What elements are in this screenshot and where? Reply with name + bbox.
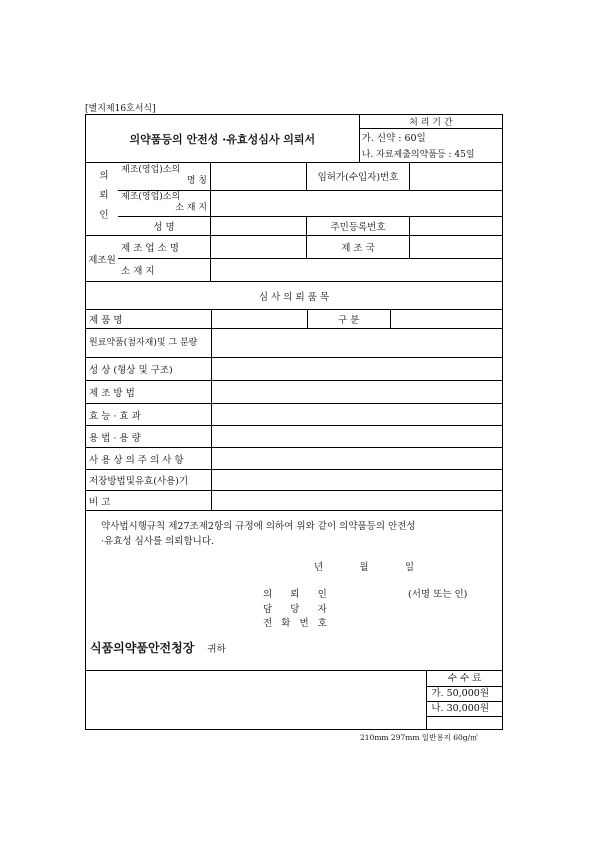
category-field[interactable] xyxy=(390,310,502,328)
manufacturer-rows xyxy=(118,236,502,281)
form-title: 의약품등의 안전성 ·유효성심사 의뢰서 xyxy=(129,132,316,146)
appearance-field[interactable] xyxy=(211,358,502,380)
declaration-block xyxy=(86,510,502,670)
manufacturer-address-label: 소 재 지 xyxy=(121,266,155,278)
company-name-row xyxy=(118,163,502,190)
title-cell xyxy=(86,115,359,162)
company-address-field[interactable] xyxy=(210,191,502,217)
field-row-remarks xyxy=(86,490,502,510)
manufacturer-name-label: 제 조 업 소 명 xyxy=(121,243,179,255)
field-row-dosage xyxy=(86,425,502,447)
name-label: 성 명 xyxy=(153,222,175,234)
manufacturer-group-label: 제조원 xyxy=(88,254,116,266)
manufacturing-method-field[interactable] xyxy=(211,381,502,403)
field-row-appearance xyxy=(86,357,502,380)
efficacy-label: 효 능 · 효 과 xyxy=(89,410,141,422)
name-field[interactable] xyxy=(210,217,306,235)
company-name-label-2: 명 칭 xyxy=(186,176,207,187)
form-number-label: [별지제16호서식] xyxy=(85,104,156,114)
requester-group-label xyxy=(86,163,118,235)
company-address-label-1: 제조(영업)소의 xyxy=(121,192,181,203)
fee-blank xyxy=(427,717,502,729)
processing-header: 처 리 기 간 xyxy=(360,115,502,129)
addressee: 식품의약품안전청장 xyxy=(90,641,195,655)
sign-or-seal-note: (서명 또는 인) xyxy=(408,589,468,600)
category-label: 구 분 xyxy=(307,310,390,328)
requester-block xyxy=(86,162,502,235)
field-row-precautions xyxy=(86,447,502,469)
requester-rows xyxy=(118,163,502,235)
company-name-label-1: 제조(영업)소의 xyxy=(121,165,181,176)
company-address-row xyxy=(118,190,502,217)
honorific: 귀하 xyxy=(207,644,226,655)
field-row-method xyxy=(86,380,502,403)
product-name-label: 제 품 명 xyxy=(89,315,123,326)
fee-table xyxy=(426,671,502,729)
manufacturer-address-field[interactable] xyxy=(210,259,502,281)
ingredients-field[interactable] xyxy=(211,329,502,357)
product-name-row xyxy=(86,309,502,328)
product-name-field[interactable] xyxy=(211,310,307,328)
date-line: 년 월 일 xyxy=(314,562,415,573)
license-number-field[interactable] xyxy=(409,163,502,190)
fee-header: 수 수 료 xyxy=(427,671,502,687)
dosage-field[interactable] xyxy=(211,426,502,447)
remarks-field[interactable] xyxy=(211,491,502,510)
declaration-line-1: 약사법시행규칙 제27조제2항의 규정에 의하여 위와 같이 의약품등의 안전성 xyxy=(101,521,416,532)
requester-sign-label: 의 뢰 인 xyxy=(263,589,327,600)
storage-field[interactable] xyxy=(211,470,502,490)
items-header: 심 사 의 뢰 품 목 xyxy=(258,291,330,303)
fee-item-a: 가. 50,000원 xyxy=(427,687,502,702)
processing-period xyxy=(359,115,502,162)
appearance-label: 성 상 (형상 및 구조) xyxy=(89,365,173,376)
title-row xyxy=(86,115,502,162)
company-name-label xyxy=(118,163,210,190)
phone-number-label: 전 화 번 호 xyxy=(263,618,327,629)
remarks-label: 비 고 xyxy=(89,496,111,508)
ingredients-label: 원료약품(첨자재)및 그 분량 xyxy=(89,337,198,348)
precautions-label: 사 용 상 의 주 의 사 항 xyxy=(89,454,184,466)
storage-label: 저장방법및유효(사용)기 xyxy=(89,476,189,487)
contact-person-label: 담 당 자 xyxy=(263,604,327,615)
requester-label-text: 의뢰인 xyxy=(97,169,108,229)
resident-id-field[interactable] xyxy=(409,217,502,235)
efficacy-field[interactable] xyxy=(211,404,502,425)
fee-block xyxy=(86,670,502,729)
application-form xyxy=(85,114,503,730)
fee-blank-area xyxy=(86,671,426,729)
country-field[interactable] xyxy=(409,236,502,258)
manufacturer-block xyxy=(86,235,502,281)
dosage-label: 용 법 · 용 량 xyxy=(89,432,141,444)
license-number-label: 임허가(수입자)번호 xyxy=(306,163,409,190)
processing-item-b: 나. 자료제출의약품등 : 45일 xyxy=(361,149,475,160)
company-address-label-2: 소 재 지 xyxy=(175,203,207,214)
manufacturer-name-field[interactable] xyxy=(210,236,306,258)
precautions-field[interactable] xyxy=(211,448,502,469)
fee-item-b: 나. 30,000원 xyxy=(427,702,502,717)
items-header-row xyxy=(86,281,502,309)
company-name-field[interactable] xyxy=(210,163,306,190)
addressee-line xyxy=(90,639,226,656)
country-label: 제 조 국 xyxy=(306,236,409,258)
field-row-storage xyxy=(86,469,502,490)
manufacturing-method-label: 제 조 방 법 xyxy=(89,388,135,399)
field-row-efficacy xyxy=(86,403,502,425)
resident-id-label: 주민등록번호 xyxy=(306,217,409,235)
name-row xyxy=(118,216,502,235)
company-address-label xyxy=(118,191,210,217)
manufacturer-address-row xyxy=(118,258,502,281)
manufacturer-name-row xyxy=(118,236,502,258)
processing-item-a: 가. 신약 : 60일 xyxy=(361,133,426,144)
field-row-ingredients xyxy=(86,328,502,357)
paper-spec-note: 210mm 297mm 일반용지 60g/㎡ xyxy=(360,733,478,742)
declaration-line-2: ·유효성 심사를 의뢰합니다. xyxy=(101,536,215,547)
